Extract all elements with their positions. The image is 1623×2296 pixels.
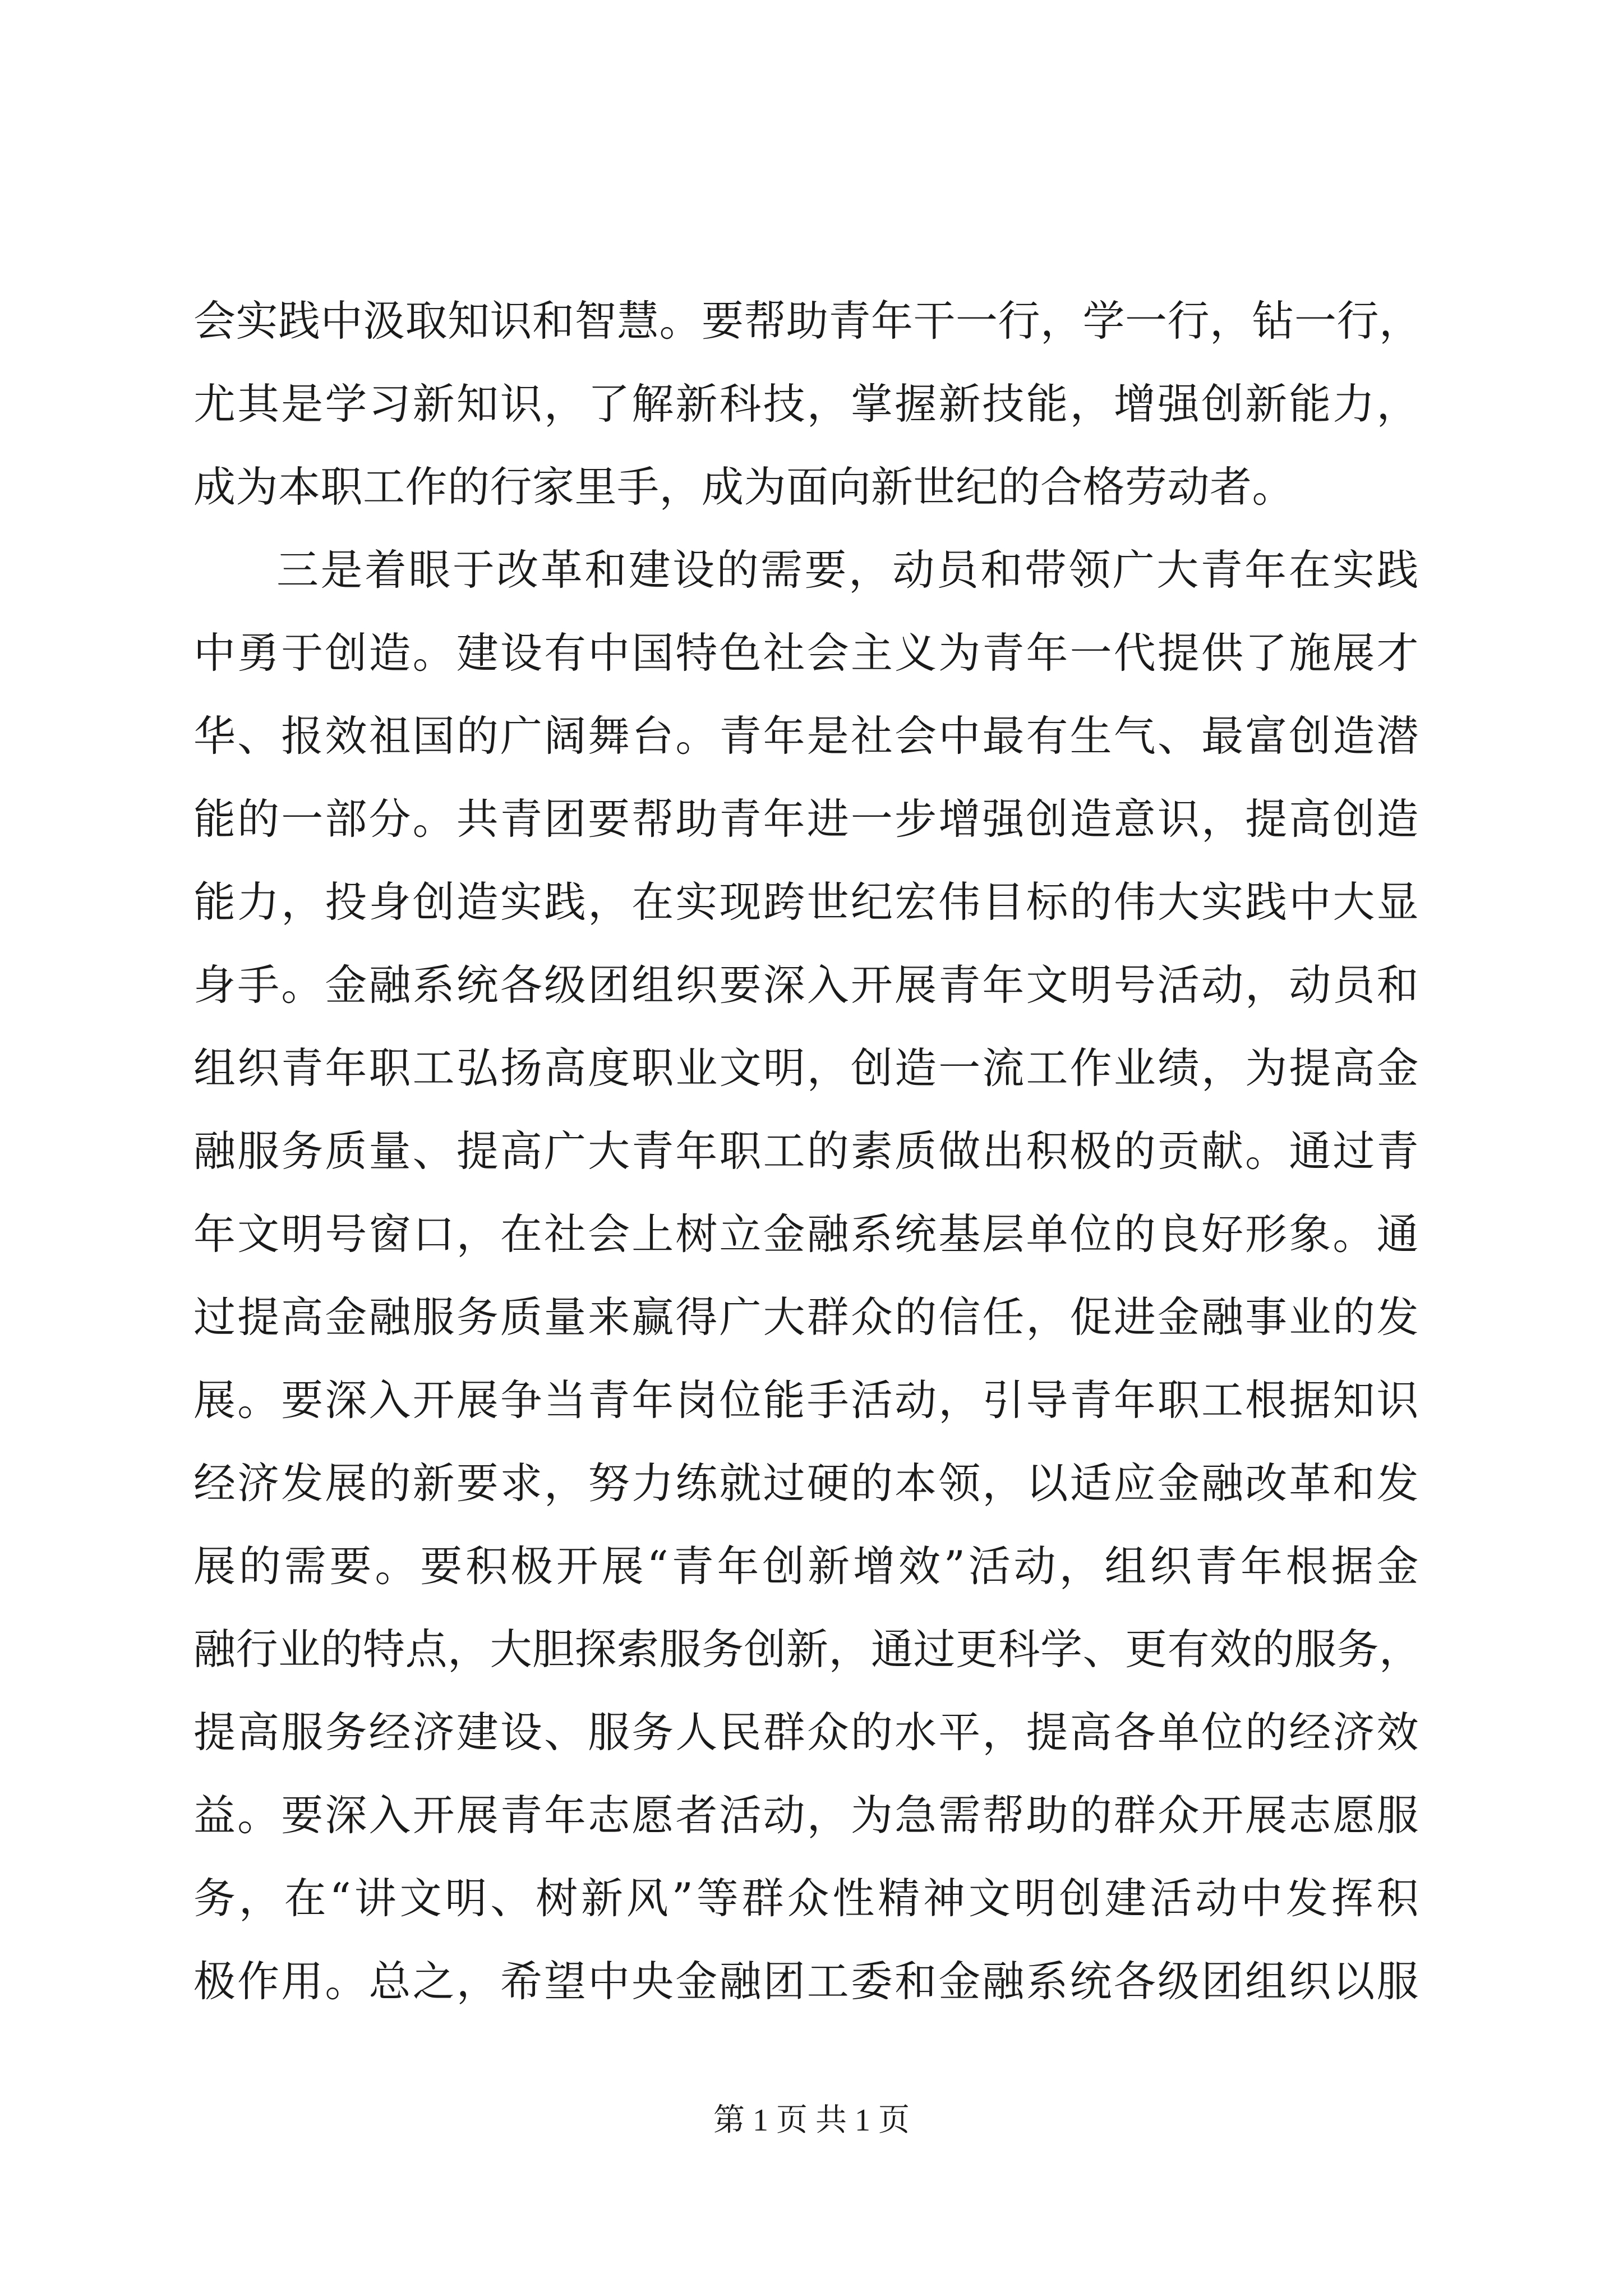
text-line: 提高服务经济建设、服务人民群众的水平，提高各单位的经济效 <box>193 1708 1419 1757</box>
page-number-label: 第 1 页 共 1 页 <box>713 2103 910 2138</box>
page-footer <box>0 2098 1623 2143</box>
text-line: 经济发展的新要求，努力练就过硬的本领，以适应金融改革和发 <box>193 1458 1419 1508</box>
body-text <box>193 279 1422 2023</box>
text-line: 年文明号窗口，在社会上树立金融系统基层单位的良好形象。通 <box>193 1209 1419 1259</box>
text-line: 融服务质量、提高广大青年职工的素质做出积极的贡献。通过青 <box>193 1126 1419 1176</box>
text-line: 身手。金融系统各级团组织要深入开展青年文明号活动，动员和 <box>193 960 1419 1010</box>
text-line: 华、报效祖国的广阔舞台。青年是社会中最有生气、最富创造潜 <box>193 711 1419 761</box>
text-line: 能的一部分。共青团要帮助青年进一步增强创造意识，提高创造 <box>193 794 1419 844</box>
text-line: 中勇于创造。建设有中国特色社会主义为青年一代提供了施展才 <box>193 628 1419 678</box>
text-line: 展。要深入开展争当青年岗位能手活动，引导青年职工根据知识 <box>193 1375 1419 1425</box>
text-line: 益。要深入开展青年志愿者活动，为急需帮助的群众开展志愿服 <box>193 1791 1419 1840</box>
text-line: 能力，投身创造实践，在实现跨世纪宏伟目标的伟大实践中大显 <box>193 877 1419 927</box>
text-line: 融行业的特点，大胆探索服务创新，通过更科学、更有效的服务， <box>193 1625 1422 1674</box>
paragraph-first-line: 三是着眼于改革和建设的需要，动员和带领广大青年在实践 <box>276 545 1419 595</box>
text-line: 务，在“讲文明、树新风”等群众性精神文明创建活动中发挥积 <box>193 1874 1419 1923</box>
text-line: 成为本职工作的行家里手，成为面向新世纪的合格劳动者。 <box>193 462 1295 512</box>
text-line: 过提高金融服务质量来赢得广大群众的信任，促进金融事业的发 <box>193 1292 1419 1342</box>
text-line: 会实践中汲取知识和智慧。要帮助青年干一行，学一行，钻一行， <box>193 296 1422 346</box>
text-line: 组织青年职工弘扬高度职业文明，创造一流工作业绩，为提高金 <box>193 1043 1419 1093</box>
text-line: 展的需要。要积极开展“青年创新增效”活动，组织青年根据金 <box>193 1542 1419 1591</box>
text-line: 极作用。总之，希望中央金融团工委和金融系统各级团组织以服 <box>193 1957 1419 2006</box>
text-line: 尤其是学习新知识，了解新科技，掌握新技能，增强创新能力， <box>193 379 1419 429</box>
